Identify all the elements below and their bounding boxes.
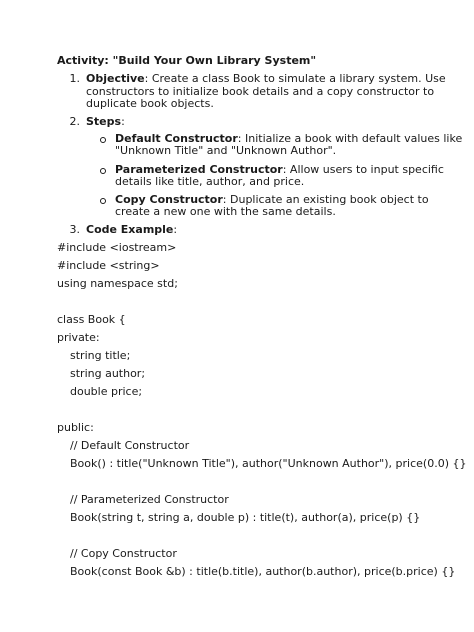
bullet-default-text-1: : Initialize a book with default values like xyxy=(237,132,463,145)
bullet-param-label: Parameterized Constructor xyxy=(115,163,283,176)
code-line: // Default Constructor xyxy=(70,439,190,452)
code-line: Book(string t, string a, double p) : title(t), author(a), price(p) {} xyxy=(70,511,421,524)
bullet-circle-icon xyxy=(100,168,106,174)
bullet-copy-label: Copy Constructor xyxy=(115,193,223,206)
code-line: Book(const Book &b) : title(b.title), author(b.author), price(b.price) {} xyxy=(70,565,456,578)
objective-text-1: : Create a class Book to simulate a library system. Use xyxy=(144,72,446,85)
bullet-default-line-2: "Unknown Title" and "Unknown Author". xyxy=(115,144,337,157)
code-line: class Book { xyxy=(57,313,126,326)
steps-heading xyxy=(86,115,125,128)
code-line: public: xyxy=(57,421,94,434)
activity-title-text: Activity: "Build Your Own Library System" xyxy=(57,54,317,67)
list-number-1: 1. xyxy=(69,72,80,85)
objective-label: Objective xyxy=(86,72,145,85)
bullet-default-label: Default Constructor xyxy=(115,132,238,145)
code-example-label: Code Example xyxy=(86,223,174,236)
code-line: double price; xyxy=(70,385,143,398)
bullet-circle-icon xyxy=(100,198,106,204)
bullet-param-line-2: details like title, author, and price. xyxy=(115,175,305,188)
code-line: string title; xyxy=(70,349,131,362)
code-line: Book() : title("Unknown Title"), author("Unknown Author"), price(0.0) {} xyxy=(70,457,467,470)
bullet-param-text-1: : Allow users to input specific xyxy=(282,163,444,176)
code-example-colon: : xyxy=(173,223,178,236)
list-number-3: 3. xyxy=(69,223,80,236)
activity-title xyxy=(57,54,316,67)
code-line: #include <iostream> xyxy=(57,241,177,254)
code-line: using namespace std; xyxy=(57,277,178,290)
bullet-circle-icon xyxy=(100,137,106,143)
code-example-heading xyxy=(86,223,177,236)
code-line: // Copy Constructor xyxy=(70,547,177,560)
code-line: // Parameterized Constructor xyxy=(70,493,229,506)
bullet-copy-line-2: create a new one with the same details. xyxy=(115,205,336,218)
code-line: private: xyxy=(57,331,100,344)
objective-line-2: constructors to initialize book details and a copy constructor to xyxy=(86,85,435,98)
objective-line-3: duplicate book objects. xyxy=(86,97,214,110)
code-line: string author; xyxy=(70,367,146,380)
list-number-2: 2. xyxy=(69,115,80,128)
objective-line-1 xyxy=(86,72,446,85)
steps-colon: : xyxy=(121,115,125,128)
code-line: #include <string> xyxy=(57,259,160,272)
steps-label: Steps xyxy=(86,115,122,128)
bullet-copy-text-1: : Duplicate an existing book object to xyxy=(222,193,429,206)
